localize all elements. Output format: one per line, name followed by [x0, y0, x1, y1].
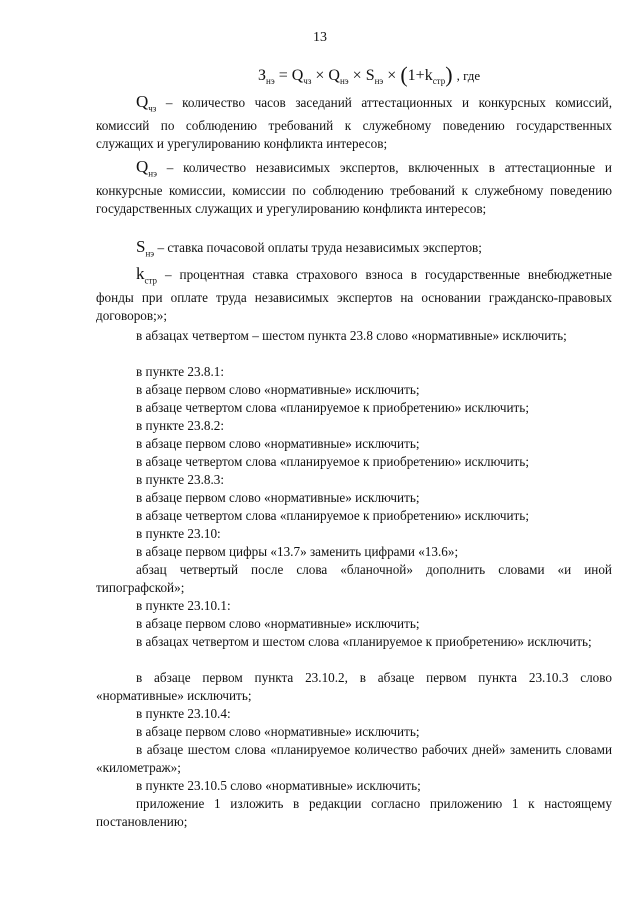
formula-q-hours: Q — [291, 67, 304, 84]
amendment-para-23-10-2: в абзаце первом пункта 23.10.2, в абзаце первом пункта 23.10.3 слово «нормативные» исключить; — [96, 670, 612, 703]
amendment-item: в абзаце первом слово «нормативные» исключить; — [136, 490, 420, 505]
formula-s-rate-sub: нэ — [374, 76, 384, 87]
definition-k-insurance-sub: стр — [144, 275, 158, 286]
amendment-item: в абзаце первом слово «нормативные» исключить; — [136, 724, 420, 739]
amendment-item: в пункте 23.8.3: — [136, 472, 225, 487]
amendment-item: в абзаце четвертом слова «планируемое к приобретению» исключить; — [136, 400, 529, 415]
amendment-para-typographic: абзац четвертый после слова «бланочной» дополнить словами «и иной типографской»; — [96, 562, 612, 595]
definition-q-experts-symbol: Q — [136, 157, 149, 176]
definition-s-rate-text: – ставка почасовой оплаты труда независимых экспертов; — [154, 240, 482, 255]
formula-times-2: × — [352, 67, 362, 84]
amendment-para-23-8: в абзацах четвертом – шестом пункта 23.8 слово «нормативные» исключить; — [136, 328, 567, 343]
formula-s-rate: S — [365, 67, 375, 84]
definition-s-rate — [96, 238, 612, 262]
formula-times-1: × — [315, 67, 325, 84]
definition-q-experts-sub: нэ — [148, 168, 157, 179]
amendment-item: в абзаце четвертом слова «планируемое к приобретению» исключить; — [136, 508, 529, 523]
formula-q-hours-sub: чз — [303, 76, 312, 87]
formula-q-experts-sub: нэ — [339, 76, 349, 87]
amendment-item: в пункте 23.8.1: — [136, 364, 225, 379]
definition-s-rate-sub: нэ — [145, 248, 155, 259]
amendment-item: в пункте 23.10: — [136, 526, 221, 541]
amendment-para-appendix: приложение 1 изложить в редакции согласно приложению 1 к настоящему постановлению; — [96, 796, 612, 829]
amendment-item: в пункте 23.10.4: — [136, 706, 231, 721]
amendment-item: в пункте 23.8.2: — [136, 418, 225, 433]
formula-q-experts: Q — [328, 67, 340, 84]
formula-k-insurance-sub: стр — [432, 76, 446, 87]
amendment-item: в пункте 23.10.5 слово «нормативные» исключить; — [136, 778, 421, 793]
formula-k-insurance: k — [424, 67, 433, 84]
definition-q-hours-text: – количество часов заседаний аттестационных и конкурсных комиссий, комиссий по соблюдению требований к служебному поведению государственных служащих и урегулированию конфликта интересов; — [96, 95, 612, 152]
formula-lhs-symbol: З — [258, 67, 267, 84]
amendment-item: в абзаце первом слово «нормативные» исключить; — [136, 436, 420, 451]
cost-formula: $З_{нэ} = Q_{чз} \times Q_{нэ} \times S_{нэ} \times (1+k_{стр})$ , где — [258, 62, 481, 87]
page-number: 13 — [313, 30, 327, 45]
definition-q-experts-text: – количество независимых экспертов, включенных в аттестационные и конкурсные комиссии, комиссии по соблюдению требований к служебному поведению государственных служащих и урегулированию конфликта интересов; — [96, 160, 612, 217]
definition-k-insurance-text: – процентная ставка страхового взноса в государственные внебюджетные фонды при оплате труда независимых экспертов на основании гражданско-правовых договоров;»; — [96, 267, 612, 324]
formula-equals: = — [278, 67, 288, 84]
amendment-para-23-10-1: в абзацах четвертом и шестом слова «планируемое к приобретению» исключить; — [136, 634, 592, 649]
definition-k-insurance — [96, 265, 612, 325]
amendment-item: в абзаце первом слово «нормативные» исключить; — [136, 382, 420, 397]
definition-k-insurance-symbol: k — [136, 264, 145, 283]
amendment-item: в абзаце четвертом слова «планируемое к приобретению» исключить; — [136, 454, 529, 469]
formula-suffix: , где — [456, 68, 481, 83]
definition-s-rate-symbol: S — [136, 237, 146, 256]
formula-times-3: × — [387, 67, 397, 84]
formula-one-plus: 1+ — [407, 67, 425, 84]
amendment-para-23-10-4: в абзаце шестом слова «планируемое количество рабочих дней» заменить словами «километраж»; — [96, 742, 612, 775]
definition-q-hours — [96, 93, 612, 153]
amendment-item: в абзаце первом цифры «13.7» заменить цифрами «13.6»; — [136, 544, 459, 559]
formula-lhs-sub: нэ — [266, 76, 275, 87]
amendment-item: в пункте 23.10.1: — [136, 598, 231, 613]
amendment-item: в абзаце первом слово «нормативные» исключить; — [136, 616, 420, 631]
definition-q-hours-sub: чз — [148, 103, 157, 114]
definition-q-hours-symbol: Q — [136, 92, 149, 111]
definition-q-experts — [96, 158, 612, 218]
